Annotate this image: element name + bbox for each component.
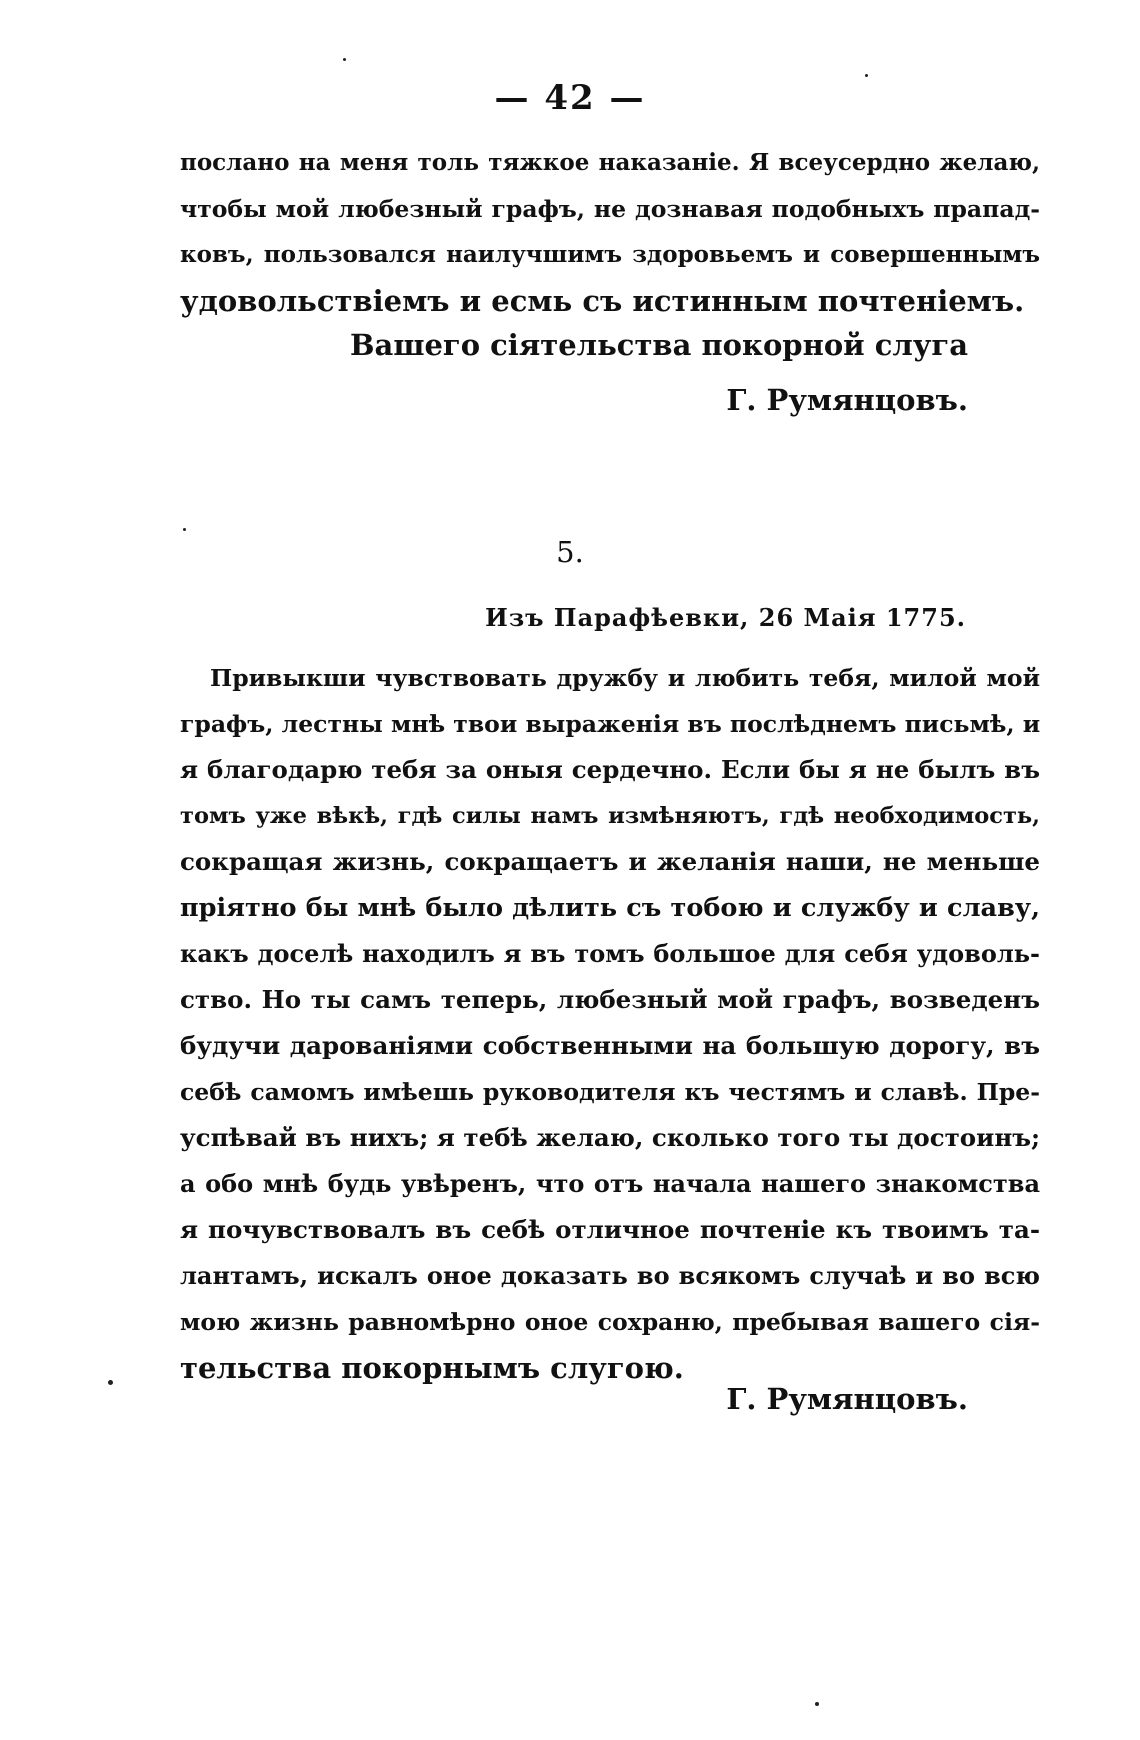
text-line: я почувствовалъ въ себѣ отличное почтеніе къ твоимъ та- <box>180 1215 1040 1244</box>
text-line: сокращая жизнь, сокращаетъ и желанія наши, не меньше <box>180 847 1040 876</box>
text-line: чтобы мой любезный графъ, не дознавая подобныхъ прапад- <box>180 195 1040 223</box>
text-line: тельства покорнымъ слугою. <box>180 1351 684 1385</box>
scan-speck <box>865 74 868 77</box>
text-line: я благодарю тебя за оныя сердечно. Если бы я не былъ въ <box>180 755 1040 784</box>
text-line: томъ уже вѣкѣ, гдѣ силы намъ измѣняютъ, гдѣ необходимость, <box>180 803 1040 829</box>
text-line: лантамъ, искалъ оное доказать во всякомъ случаѣ и во всю <box>180 1261 1040 1290</box>
signature: Г. Румянцовъ. <box>726 383 968 417</box>
scan-speck <box>183 528 186 531</box>
text-line: пріятно бы мнѣ было дѣлить съ тобою и службу и славу, <box>180 893 1040 923</box>
text-line: какъ доселѣ находилъ я въ томъ большое для себя удоволь- <box>180 939 1040 968</box>
text-line: удовольствіемъ и есмь съ истинным почтеніемъ. <box>180 284 1025 318</box>
text-line: успѣвай въ нихъ; я тебѣ желаю, сколько того ты достоинъ; <box>180 1123 1041 1152</box>
text-line: Привыкши чувствовать дружбу и любить тебя, милой мой <box>210 664 1040 692</box>
text-line: будучи дарованіями собственными на большую дорогу, въ <box>180 1031 1040 1060</box>
text-line: послано на меня толь тяжкое наказаніе. Я всеусердно желаю, <box>180 149 1040 176</box>
page-number: — 42 — <box>494 78 646 118</box>
closing-formula: Вашего сіятельства покорной слуга <box>350 328 968 362</box>
letter-body <box>180 655 1040 1391</box>
text-line: графъ, лестны мнѣ твои выраженія въ послѣднемъ письмѣ, и <box>180 710 1041 738</box>
letter-dateline: Изъ Парафѣевки, 26 Маія 1775. <box>485 603 966 632</box>
text-line: себѣ самомъ имѣешь руководителя къ честямъ и славѣ. Пре- <box>180 1078 1040 1106</box>
text-line: а обо мнѣ будь увѣренъ, что отъ начала нашего знакомства <box>180 1169 1040 1198</box>
letter-number: 5. <box>556 535 584 569</box>
text-line: ковъ, пользовался наилучшимъ здоровьемъ и совершеннымъ <box>180 241 1040 268</box>
letter-signature: Г. Румянцовъ. <box>726 1382 968 1416</box>
scan-speck <box>343 58 346 61</box>
text-line: мою жизнь равномѣрно оное сохраню, пребывая вашего сія- <box>180 1308 1040 1336</box>
text-line: ство. Но ты самъ теперь, любезный мой графъ, возведенъ <box>180 985 1040 1014</box>
previous-letter-ending <box>180 140 1040 324</box>
scan-speck <box>108 1380 113 1385</box>
scan-speck <box>815 1702 819 1706</box>
